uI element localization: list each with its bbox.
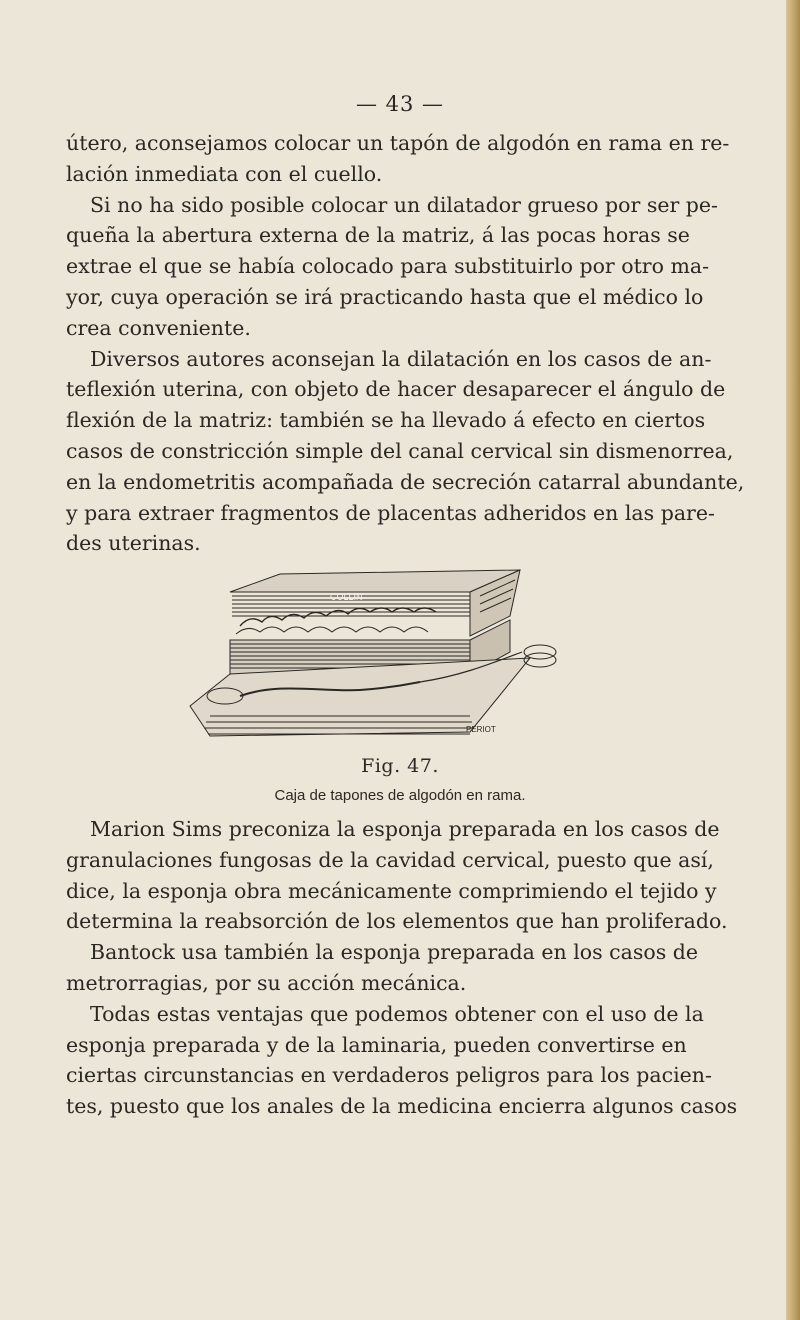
paragraph xyxy=(66,128,730,190)
cotton-plug-box-engraving xyxy=(170,556,570,746)
paragraph xyxy=(66,190,718,344)
text-line: Si no ha sido posible colocar un dilatador grueso por ser pe- xyxy=(90,192,718,217)
paragraph xyxy=(66,814,728,937)
text-line: des uterinas. xyxy=(66,531,201,556)
text-line: yor, cuya operación se irá practicando hasta que el médico lo xyxy=(66,284,704,309)
text-line: Diversos autores aconsejan la dilatación en los casos de an- xyxy=(90,346,712,371)
text-line: determina la reabsorción de los elementos que han proliferado. xyxy=(66,909,728,934)
text-line: granulaciones fungosas de la cavidad cervical, puesto que así, xyxy=(66,847,714,872)
text-line: Todas estas ventajas que podemos obtener con el uso de la xyxy=(90,1001,704,1026)
cotton-plug-box-figure xyxy=(170,556,570,746)
text-line: teflexión uterina, con objeto de hacer desaparecer el ángulo de xyxy=(66,377,726,402)
text-line: lación inmediata con el cuello. xyxy=(66,161,383,186)
engraver-signature: PERIOT xyxy=(466,725,496,734)
text-line: esponja preparada y de la laminaria, pueden convertirse en xyxy=(66,1032,687,1057)
figure-caption: Caja de tapones de algodón en rama. xyxy=(274,787,526,804)
text-line: tes, puesto que los anales de la medicina encierra algunos casos xyxy=(66,1094,738,1119)
text-line: útero, aconsejamos colocar un tapón de algodón en rama en re- xyxy=(66,131,730,155)
text-line: dice, la esponja obra mecánicamente comprimiendo el tejido y xyxy=(66,878,717,903)
text-block-top xyxy=(66,128,745,559)
paragraph xyxy=(66,344,745,560)
text-line: crea conveniente. xyxy=(66,315,251,340)
paragraph xyxy=(66,999,738,1122)
page-edge xyxy=(786,0,800,1320)
text-line: casos de constricción simple del canal cervical sin dismenorrea, xyxy=(66,438,734,463)
text-line: extrae el que se había colocado para substituirlo por otro ma- xyxy=(66,254,710,279)
engraving-label: COLLIN xyxy=(330,592,363,602)
text-line: flexión de la matriz: también se ha llevado á efecto en ciertos xyxy=(66,408,706,433)
figure-label: Fig. 47. xyxy=(361,755,439,777)
text-line: Bantock usa también la esponja preparada en los casos de xyxy=(90,940,699,965)
text-line: queña la abertura externa de la matriz, á las pocas horas se xyxy=(66,223,690,248)
text-block-bottom xyxy=(66,814,738,1122)
text-line: y para extraer fragmentos de placentas adheridos en las pare- xyxy=(66,500,715,525)
text-line: Marion Sims preconiza la esponja preparada en los casos de xyxy=(90,817,720,841)
page-number: — 43 — xyxy=(355,92,445,116)
text-line: en la endometritis acompañada de secreción catarral abundante, xyxy=(66,469,745,494)
paragraph xyxy=(66,937,699,999)
text-line: ciertas circunstancias en verdaderos peligros para los pacien- xyxy=(66,1063,712,1088)
text-line: metrorragias, por su acción mecánica. xyxy=(66,970,467,995)
